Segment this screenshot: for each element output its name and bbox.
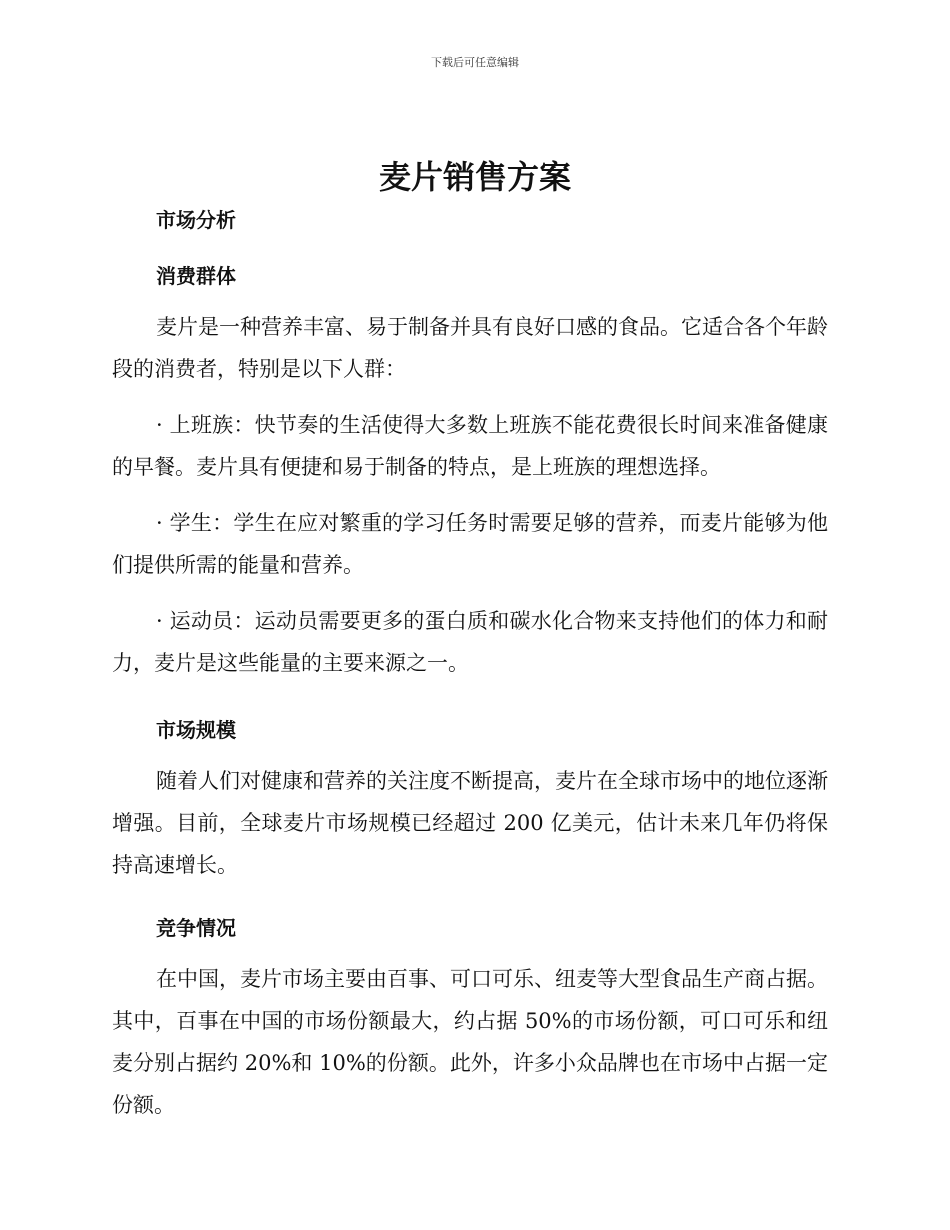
consumer-intro-paragraph: 麦片是一种营养丰富、易于制备并具有良好口感的食品。它适合各个年龄段的消费者，特别是以下人群：: [112, 315, 828, 381]
competition-paragraph: 在中国，麦片市场主要由百事、可口可乐、纽麦等大型食品生产商占据。其中，百事在中国的市场份额最大，约占据 50%的市场份额，可口可乐和纽麦分别占据约 20%和 10%的份额。此外，许多小众品牌也在市场中占据一定份额。: [112, 967, 828, 1117]
market-size-paragraph: 随着人们对健康和营养的关注度不断提高，麦片在全球市场中的地位逐渐增强。目前，全球麦片市场规模已经超过 200 亿美元，估计未来几年仍将保持高速增长。: [112, 769, 828, 877]
heading-consumer-group: 消费群体: [156, 264, 236, 288]
document-title: 麦片销售方案: [378, 158, 571, 196]
bullet-students: · 学生：学生在应对繁重的学习任务时需要足够的营养，而麦片能够为他们提供所需的能量和营养。: [112, 511, 828, 577]
bullet-athletes: · 运动员：运动员需要更多的蛋白质和碳水化合物来支持他们的体力和耐力，麦片是这些能量的主要来源之一。: [112, 609, 828, 675]
heading-competition: 竞争情况: [156, 916, 236, 940]
page-header-note: 下载后可任意编辑: [431, 56, 519, 69]
document-body: [112, 206, 828, 1126]
heading-market-analysis: 市场分析: [156, 208, 236, 232]
bullet-office-workers: · 上班族：快节奏的生活使得大多数上班族不能花费很长时间来准备健康的早餐。麦片具有便捷和易于制备的特点，是上班族的理想选择。: [112, 413, 828, 479]
heading-market-size: 市场规模: [156, 718, 236, 742]
